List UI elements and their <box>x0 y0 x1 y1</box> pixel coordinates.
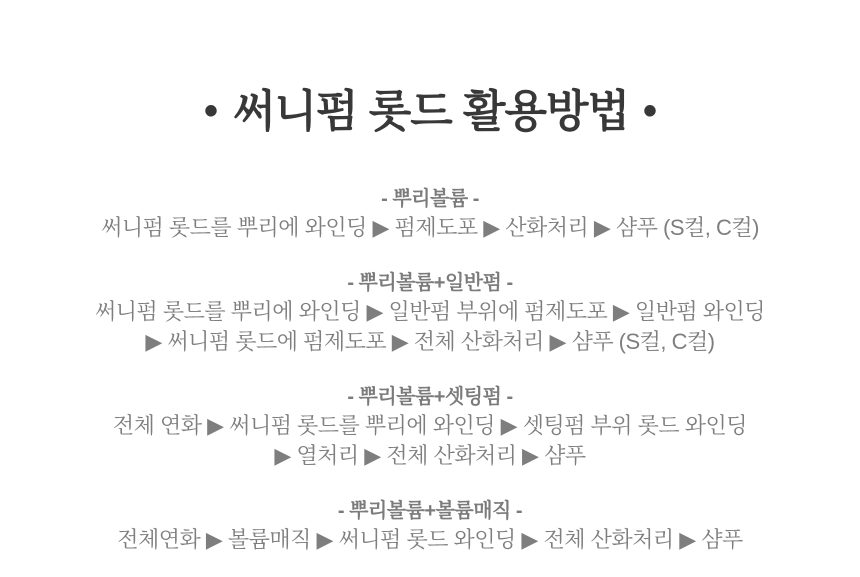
title-bold-text: 활용방법 <box>462 87 629 136</box>
title-regular-text: 써니펌 롯드 <box>233 87 463 136</box>
section-root-volume <box>30 185 830 243</box>
title-bullet-left-icon: • <box>203 89 217 133</box>
section-step-line: 전체 연화 ▶ 써니펌 롯드를 뿌리에 와인딩 ▶ 셋팅펌 부위 롯드 와인딩 <box>112 413 748 438</box>
section-root-volume-plus-setting-perm <box>30 383 830 471</box>
section-heading: - 뿌리볼륨+셋팅펌 - <box>347 386 513 408</box>
page-title <box>0 84 860 139</box>
section-step-line: 써니펌 롯드를 뿌리에 와인딩 ▶ 펌제도포 ▶ 산화처리 ▶ 샴푸 (S컬, C컬) <box>101 215 759 240</box>
section-step-line: 써니펌 롯드를 뿌리에 와인딩 ▶ 일반펌 부위에 펌제도포 ▶ 일반펌 와인딩 <box>94 299 766 324</box>
title-bullet-right-icon: • <box>642 89 656 133</box>
section-heading: - 뿌리볼륨+일반펌 - <box>347 272 513 294</box>
section-step-line: 전체연화 ▶ 볼륨매직 ▶ 써니펌 롯드 와인딩 ▶ 전체 산화처리 ▶ 샴푸 <box>117 527 743 552</box>
section-step-line: ▶ 열처리 ▶ 전체 산화처리 ▶ 샴푸 <box>274 443 586 468</box>
section-root-volume-plus-normal-perm <box>30 269 830 357</box>
section-heading: - 뿌리볼륨+볼륨매직 - <box>337 500 523 522</box>
section-root-volume-plus-volume-magic <box>30 497 830 555</box>
section-heading: - 뿌리볼륨 - <box>381 188 479 210</box>
section-step-line: ▶ 써니펌 롯드에 펌제도포 ▶ 전체 산화처리 ▶ 샴푸 (S컬, C컬) <box>145 329 715 354</box>
